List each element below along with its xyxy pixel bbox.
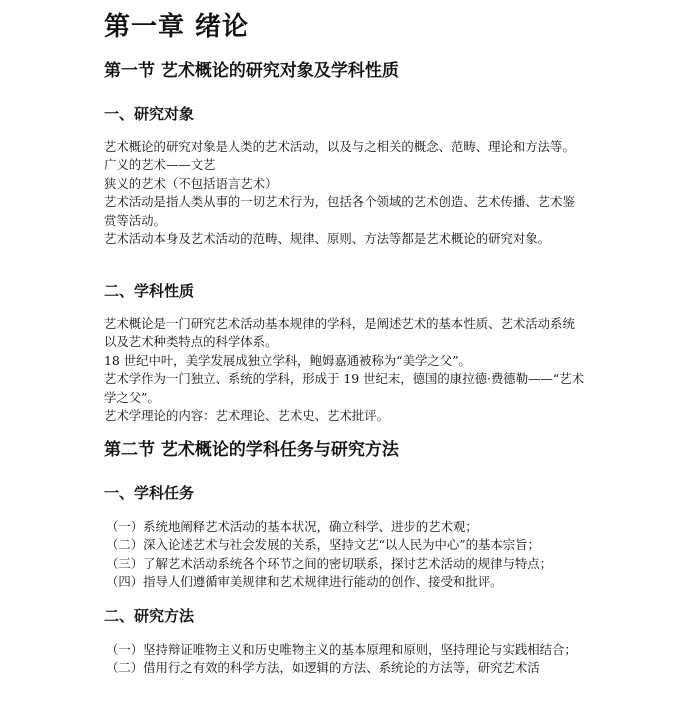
paragraph: 艺术概论的研究对象是人类的艺术活动，以及与之相关的概念、范畴、理论和方法等。 [104, 139, 575, 154]
list-item: （三）了解艺术活动系统各个环节之间的密切联系，探讨艺术活动的规律与特点； [106, 555, 553, 571]
methods-list [104, 641, 586, 678]
paragraph: 艺术学作为一门独立、系统的学科，形成于 19 世纪末，德国的康拉德·费德勒——“艺术学之父”。 [104, 371, 584, 405]
research-object-paragraphs [104, 138, 586, 248]
section-title-2: 第二节 艺术概论的学科任务与研究方法 [104, 440, 399, 460]
list-item: （二）深入论述艺术与社会发展的关系，坚持文艺“以人民为中心”的基本宗旨； [106, 537, 540, 553]
section-title-1: 第一节 艺术概论的研究对象及学科性质 [104, 61, 399, 81]
list-item: （四）指导人们遵循审美规律和艺术规律进行能动的创作、接受和批评。 [106, 574, 503, 590]
subsection-title-research-object: 一、研究对象 [104, 105, 195, 123]
paragraph: 18 世纪中叶，美学发展成独立学科，鲍姆嘉通被称为“美学之父”。 [104, 352, 471, 368]
list-item: （一）坚持辩证唯物主义和历史唯物主义的基本原理和原则，坚持理论与实践相结合； [106, 642, 577, 657]
chapter-title: 第一章 绪论 [104, 12, 250, 42]
subsection-title-discipline-nature: 二、学科性质 [104, 282, 195, 300]
paragraph: 艺术概论是一门研究艺术活动基本规律的学科，是阐述艺术的基本性质、艺术活动系统以及艺术种类特点的科学体系。 [104, 316, 575, 350]
discipline-nature-paragraphs [104, 315, 586, 425]
paragraph: 广义的艺术——文艺 [104, 157, 216, 173]
subsection-title-methods: 二、研究方法 [104, 607, 195, 625]
list-item: （二）借用行之有效的科学方法，如逻辑的方法、系统论的方法等，研究艺术活 [106, 660, 540, 676]
paragraph: 艺术活动是指人类从事的一切艺术行为，包括各个领域的艺术创造、艺术传播、艺术鉴赏等活动。 [104, 194, 575, 228]
paragraph: 狭义的艺术（不包括语言艺术） [104, 175, 278, 191]
subsection-title-tasks: 一、学科任务 [104, 484, 195, 502]
paragraph: 艺术活动本身及艺术活动的范畴、规律、原则、方法等都是艺术概论的研究对象。 [104, 231, 551, 247]
paragraph: 艺术学理论的内容：艺术理论、艺术史、艺术批评。 [104, 408, 389, 424]
list-item: （一）系统地阐释艺术活动的基本状况，确立科学、进步的艺术观； [106, 519, 478, 534]
tasks-list [104, 518, 586, 592]
